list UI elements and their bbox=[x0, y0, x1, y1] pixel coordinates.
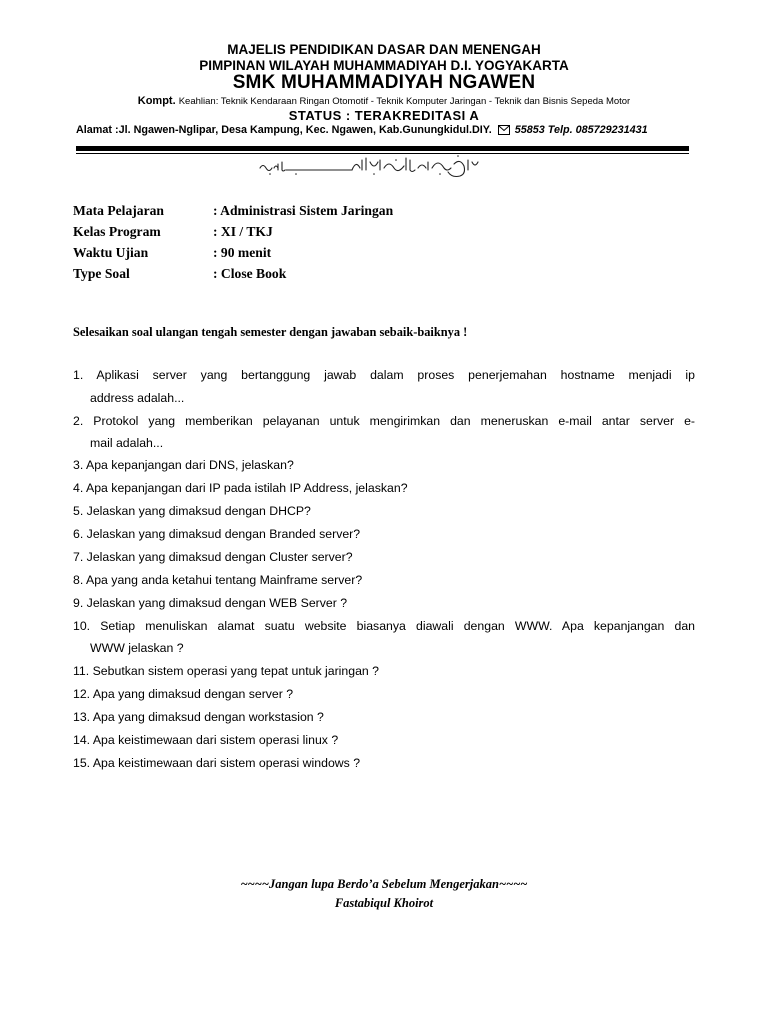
question-8: 8. Apa yang anda ketahui tentang Mainframe server? bbox=[73, 573, 363, 587]
footer-motto: Fastabiqul Khoirot bbox=[334, 896, 434, 910]
school-name: SMK MUHAMMADIYAH NGAWEN bbox=[232, 72, 536, 93]
question-14: 14. Apa keistimewaan dari sistem operasi linux ? bbox=[73, 733, 339, 747]
meta-value: : Administrasi Sistem Jaringan bbox=[213, 203, 394, 218]
accreditation-status: STATUS : TERAKREDITASI A bbox=[288, 108, 480, 123]
meta-key: Type Soal bbox=[73, 266, 130, 281]
competency-line bbox=[0, 95, 768, 107]
meta-key: Mata Pelajaran bbox=[73, 203, 164, 218]
header-majelis: MAJELIS PENDIDIKAN DASAR DAN MENENGAH bbox=[227, 42, 541, 57]
question-13: 13. Apa yang dimaksud dengan workstasion ? bbox=[73, 710, 324, 724]
basmalah-calligraphy bbox=[256, 152, 480, 184]
header-rule-thick bbox=[76, 146, 689, 151]
competency-label: Kompt. bbox=[137, 95, 176, 107]
address-text: Alamat :Jl. Ngawen-Nglipar, Desa Kampung, Kec. Ngawen, Kab.Gunungkidul.DIY. bbox=[76, 124, 492, 136]
envelope-icon bbox=[498, 125, 510, 135]
envelope-flap bbox=[499, 126, 509, 134]
question-6: 6. Jelaskan yang dimaksud dengan Branded server? bbox=[73, 527, 361, 541]
question-5: 5. Jelaskan yang dimaksud dengan DHCP? bbox=[73, 504, 311, 518]
question-10-cont: WWW jelaskan ? bbox=[90, 641, 184, 655]
question-9: 9. Jelaskan yang dimaksud dengan WEB Server ? bbox=[73, 596, 348, 610]
competency-fields: Keahlian: Teknik Kendaraan Ringan Otomotif - Teknik Komputer Jaringan - Teknik dan Bisnis Sepeda Motor bbox=[178, 96, 631, 107]
meta-value: : 90 menit bbox=[213, 245, 272, 260]
meta-key: Kelas Program bbox=[73, 224, 161, 239]
address-line bbox=[76, 124, 648, 136]
question-10: 10. Setiap menuliskan alamat suatu website biasanya diawali dengan WWW. Apa kepanjangan dan bbox=[73, 619, 695, 633]
footer-prayer-reminder: ~~~~Jangan lupa Berdo’a Sebelum Mengerjakan~~~~ bbox=[240, 877, 528, 891]
question-11: 11. Sebutkan sistem operasi yang tepat untuk jaringan ? bbox=[73, 664, 380, 678]
question-1-cont: address adalah... bbox=[90, 391, 185, 405]
question-12: 12. Apa yang dimaksud dengan server ? bbox=[73, 687, 294, 701]
question-2-cont: mail adalah... bbox=[90, 436, 164, 450]
meta-key: Waktu Ujian bbox=[73, 245, 149, 260]
exam-instruction: Selesaikan soal ulangan tengah semester dengan jawaban sebaik-baiknya ! bbox=[73, 325, 468, 339]
question-3: 3. Apa kepanjangan dari DNS, jelaskan? bbox=[73, 458, 294, 472]
question-1: 1. Aplikasi server yang bertanggung jawab dalam proses penerjemahan hostname menjadi ip bbox=[73, 368, 695, 382]
meta-value: : Close Book bbox=[213, 266, 287, 281]
postal-phone: 55853 Telp. 085729231431 bbox=[514, 124, 648, 136]
header-pimpinan: PIMPINAN WILAYAH MUHAMMADIYAH D.I. YOGYAKARTA bbox=[199, 58, 569, 73]
question-2: 2. Protokol yang memberikan pelayanan untuk mengirimkan dan meneruskan e-mail antar server e- bbox=[73, 414, 695, 428]
question-15: 15. Apa keistimewaan dari sistem operasi windows ? bbox=[73, 756, 361, 770]
question-7: 7. Jelaskan yang dimaksud dengan Cluster server? bbox=[73, 550, 353, 564]
question-4: 4. Apa kepanjangan dari IP pada istilah IP Address, jelaskan? bbox=[73, 481, 408, 495]
meta-value: : XI / TKJ bbox=[213, 224, 273, 239]
